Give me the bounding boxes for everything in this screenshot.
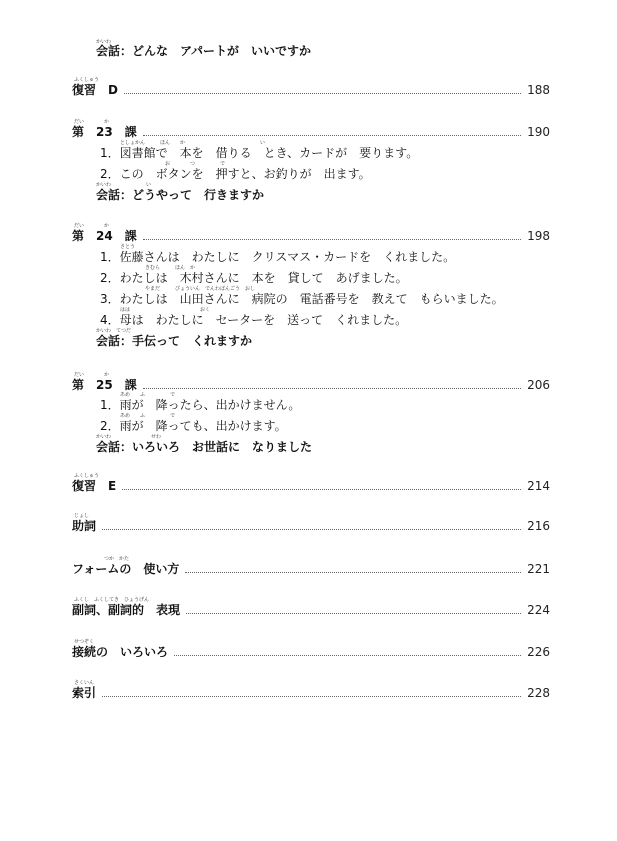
furigana: ふくしゅう [74, 473, 100, 479]
dot-leader [143, 134, 521, 136]
page-number: 198 [527, 229, 550, 243]
furigana: つか かた [74, 556, 130, 562]
page-number: 188 [527, 83, 550, 97]
toc-entry-lesson-23[interactable] [72, 123, 550, 140]
furigana: かいわ てつだ [96, 328, 132, 334]
furigana: あめ ふ で [120, 392, 176, 398]
furigana: だい か [74, 223, 110, 229]
furigana: はは おく [120, 307, 211, 313]
furigana: きむら ほん か [120, 265, 196, 271]
dot-leader [143, 387, 521, 389]
example-sentence: 1．佐藤さんは わたしに クリスマス・カードを くれました。 [100, 250, 456, 264]
conversation-title: 会話：どうやって 行きますか [96, 188, 265, 202]
dot-leader [102, 528, 521, 530]
page-number: 221 [527, 562, 550, 576]
example-sentence: 2．雨が 降っても、出かけます。 [100, 419, 287, 433]
furigana: ふくしゅう [74, 77, 100, 83]
conversation-title: 会話：どんな アパートが いいですか [96, 44, 312, 58]
furigana: だい か [74, 372, 110, 378]
toc-entry-review-e[interactable] [72, 477, 550, 494]
furigana: さくいん [74, 680, 95, 686]
dot-leader [122, 488, 521, 490]
entry-label: 副詞、副詞的 表現 [72, 603, 181, 617]
toc-entry-forms[interactable] [72, 560, 550, 577]
page-number: 226 [527, 645, 550, 659]
example-sentence: 1．図書館で 本を 借りる とき、カードが 要ります。 [100, 146, 419, 160]
dot-leader [124, 92, 521, 94]
entry-label: 索引 [72, 686, 97, 700]
furigana: としょかん ほん か い [120, 140, 266, 146]
page-number: 228 [527, 686, 550, 700]
furigana: ふくし ふくしてき ひょうげん [74, 597, 150, 603]
furigana: かいわ い [96, 182, 152, 188]
example-sentence: 3．わたしは 山田さんに 病院の 電話番号を 教えて もらいました。 [100, 292, 504, 306]
dot-leader [186, 612, 521, 614]
example-sentence: 1．雨が 降ったら、出かけません。 [100, 398, 301, 412]
example-sentence: 4．母は わたしに セーターを 送って くれました。 [100, 313, 408, 327]
furigana: せつぞく [74, 639, 95, 645]
dot-leader [102, 695, 521, 697]
furigana: じょし [74, 513, 90, 519]
entry-label: 復習 D [72, 83, 118, 97]
entry-label: フォームの 使い方 [72, 562, 180, 576]
furigana: かいわ せわ [96, 434, 162, 440]
conversation-title: 会話：手伝って くれますか [96, 334, 253, 348]
furigana: お つ で [120, 161, 226, 167]
entry-label: 助詞 [72, 519, 97, 533]
entry-label: 第 25 課 [72, 378, 137, 392]
toc-entry-particles[interactable] [72, 517, 550, 534]
furigana: さとう [120, 244, 136, 250]
toc-entry-index[interactable] [72, 684, 550, 701]
furigana: あめ ふ で [120, 413, 176, 419]
entry-label: 接続の いろいろ [72, 645, 169, 659]
toc-entry-lesson-24[interactable] [72, 227, 550, 244]
page-number: 216 [527, 519, 550, 533]
furigana: だい か [74, 119, 110, 125]
page-number: 206 [527, 378, 550, 392]
conversation-title: 会話：いろいろ お世話に なりました [96, 440, 313, 454]
page-number: 224 [527, 603, 550, 617]
toc-entry-review-d[interactable] [72, 81, 550, 98]
furigana: やまだ びょういん でんわばんごう おし [120, 286, 256, 292]
dot-leader [174, 654, 521, 656]
page-number: 214 [527, 479, 550, 493]
furigana: かいわ [96, 39, 112, 45]
entry-label: 第 24 課 [72, 229, 137, 243]
example-sentence: 2．わたしは 木村さんに 本を 貸して あげました。 [100, 271, 408, 285]
example-sentence: 2．この ボタンを 押すと、お釣りが 出ます。 [100, 167, 371, 181]
toc-entry-conjunctions[interactable] [72, 643, 550, 660]
entry-label: 第 23 課 [72, 125, 137, 139]
dot-leader [143, 238, 521, 240]
entry-label: 復習 E [72, 479, 117, 493]
toc-entry-adverbs[interactable] [72, 601, 550, 618]
page-number: 190 [527, 125, 550, 139]
dot-leader [185, 571, 521, 573]
